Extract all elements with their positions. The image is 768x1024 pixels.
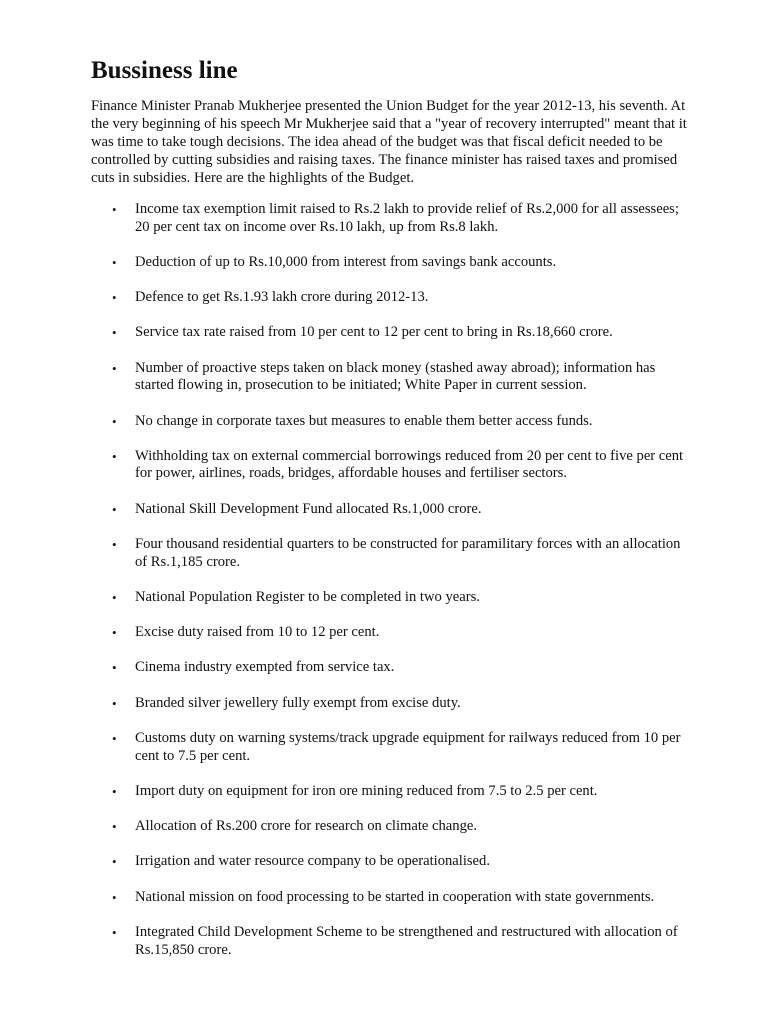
list-item-text: National mission on food processing to be started in cooperation with state governments. (135, 888, 655, 905)
list-item (91, 289, 691, 307)
page-title: Bussiness line (91, 57, 238, 84)
list-item-text: Integrated Child Development Scheme to be strengthened and restructured with allocation of Rs.15,850 crore. (135, 924, 678, 958)
list-item (91, 783, 691, 801)
document-page (91, 56, 691, 977)
list-item (91, 695, 691, 713)
bullet-icon: • (112, 589, 117, 605)
list-item-text: Cinema industry exempted from service tax. (135, 659, 395, 676)
list-item (91, 501, 691, 519)
list-item-text: Four thousand residential quarters to be constructed for paramilitary forces with an allocation of Rs.1,185 crore. (135, 536, 681, 570)
list-item-text: No change in corporate taxes but measures to enable them better access funds. (135, 412, 593, 429)
list-item-text: Customs duty on warning systems/track upgrade equipment for railways reduced from 10 per cent to 7.5 per cent. (135, 730, 681, 764)
bullet-icon: • (112, 448, 117, 464)
list-item-text: Irrigation and water resource company to be operationalised. (135, 853, 490, 870)
bullet-icon: • (112, 854, 117, 870)
list-item (91, 659, 691, 677)
list-item-text: Branded silver jewellery fully exempt from excise duty. (135, 694, 461, 711)
intro-paragraph: Finance Minister Pranab Mukherjee presented the Union Budget for the year 2012-13, his seventh. At the very beginning of his speech Mr Mukherjee said that a "year of recovery interrupted" meant that it was time to take tough decisions. The idea ahead of the budget was that fiscal deficit needed to be controlled by cutting subsidies and raising taxes. The finance minister has raised taxes and promised cuts in subsidies. Here are the highlights of the Budget. (91, 98, 687, 186)
bullet-icon: • (112, 695, 117, 711)
bullet-icon: • (112, 731, 117, 747)
list-item (91, 853, 691, 871)
list-item (91, 448, 691, 483)
bullet-icon: • (112, 537, 117, 553)
bullet-icon: • (112, 501, 117, 517)
list-item-text: Excise duty raised from 10 to 12 per cent. (135, 624, 380, 641)
bullet-icon: • (112, 819, 117, 835)
bullet-icon: • (112, 783, 117, 799)
bullet-icon: • (112, 889, 117, 905)
list-item (91, 818, 691, 836)
highlights-list (91, 201, 691, 959)
bullet-icon: • (112, 625, 117, 641)
bullet-icon: • (112, 413, 117, 429)
list-item (91, 730, 691, 765)
list-item-text: National Population Register to be completed in two years. (135, 588, 480, 605)
bullet-icon: • (112, 925, 117, 941)
list-item-text: Allocation of Rs.200 crore for research on climate change. (135, 818, 478, 835)
list-item (91, 624, 691, 642)
list-item-text: Import duty on equipment for iron ore mining reduced from 7.5 to 2.5 per cent. (135, 782, 598, 799)
list-item (91, 201, 691, 236)
list-item (91, 360, 691, 395)
bullet-icon: • (112, 290, 117, 306)
list-item (91, 924, 691, 959)
list-item (91, 589, 691, 607)
list-item (91, 324, 691, 342)
list-item-text: Service tax rate raised from 10 per cent to 12 per cent to bring in Rs.18,660 crore. (135, 324, 613, 341)
bullet-icon: • (112, 360, 117, 376)
list-item-text: Number of proactive steps taken on black money (stashed away abroad); information has started flowing in, prosecution to be initiated; White Paper in current session. (135, 359, 656, 394)
bullet-icon: • (112, 254, 117, 270)
list-item-text: National Skill Development Fund allocated Rs.1,000 crore. (135, 500, 482, 517)
bullet-icon: • (112, 325, 117, 341)
list-item-text: Defence to get Rs.1.93 lakh crore during 2012-13. (135, 289, 429, 306)
bullet-icon: • (112, 202, 117, 217)
list-item (91, 413, 691, 431)
list-item (91, 889, 691, 907)
bullet-icon: • (112, 660, 117, 676)
list-item (91, 536, 691, 571)
list-item-text: Deduction of up to Rs.10,000 from interest from savings bank accounts. (135, 253, 557, 270)
list-item (91, 254, 691, 272)
list-item-text: Withholding tax on external commercial borrowings reduced from 20 per cent to five per cent for power, airlines, roads, bridges, affordable houses and fertiliser sectors. (135, 447, 684, 482)
list-item-text: Income tax exemption limit raised to Rs.2 lakh to provide relief of Rs.2,000 for all assessees; 20 per cent tax on income over Rs.10 lakh, up from Rs.8 lakh. (135, 201, 679, 235)
